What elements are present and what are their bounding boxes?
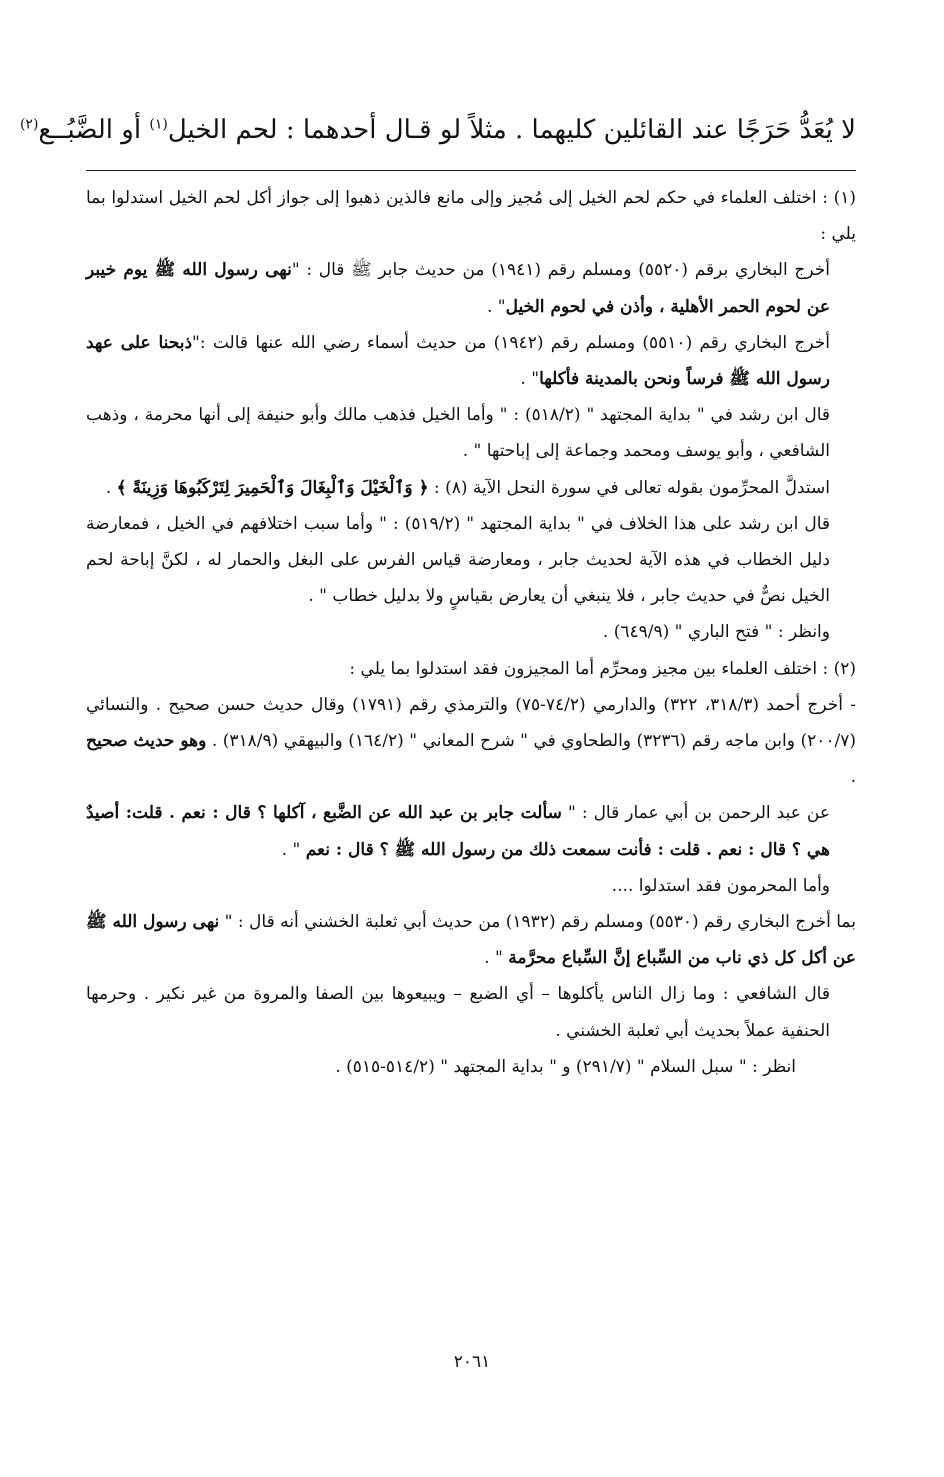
footnote-bold-text: نهى رسول الله ﷺ يوم خيبر عن لحوم الحمر الأهلية ، وأذن في لحوم الخيل	[86, 260, 830, 317]
footnote-text: .	[850, 767, 856, 788]
footnote-text: - أخرج أحمد (٣١٨/٣، ٣٢٢) والدارمي (٧٤/٢-٧٥) والترمذي رقم (١٧٩١) وقال حديث حسن صحيح . والنسائي (٢٠٠/٧) وابن ماجه رقم (٣٢٣٦) والطحاوي في " شرح المعاني " (١٦٤/٢) والبيهقي (٣١٨/٩) .	[86, 694, 856, 752]
footnote-paragraph	[86, 506, 856, 615]
footnote-text: " .	[520, 369, 540, 390]
footnote-bold-text: سألت جابر بن عبد الله عن الضَّبع ، آكلها ؟ قال : نعم . قلت: أصيدٌ هي ؟ قال : نعم . قلت : فأنت سمعت ذلك من رسول الله ﷺ ؟ قال : نعم	[86, 803, 830, 860]
footnote-bold-text: ﴿ وَٱلْخَيْلَ وَٱلْبِغَالَ وَٱلْحَمِيرَ لِتَرْكَبُوهَا وَزِينَةً ﴾	[116, 477, 429, 498]
main-text-line	[19, 108, 856, 152]
footnote-paragraph	[86, 687, 856, 796]
footnote-paragraph	[86, 325, 856, 397]
footnotes	[86, 180, 856, 1085]
footnote-text: " .	[484, 948, 509, 969]
footnote-paragraph	[86, 470, 856, 506]
footnote-paragraph	[86, 252, 856, 324]
main-text-continued: أو الضَّبُــع	[38, 115, 150, 145]
footnote-ref-1: (١)	[149, 116, 168, 133]
footnote-text: قال الشافعي : وما زال الناس يأكلوها – أي الضبع – ويبيعوها بين الصفا والمروة من غير نكير . وحرمها الحنفية عملاً بحديث أبي ثعلبة الخشني .	[86, 984, 830, 1041]
footnote-text: بما أخرج البخاري رقم (٥٥٣٠) ومسلم رقم (١٩٣٢) من حديث أبي ثعلبة الخشني أنه قال : "	[219, 912, 856, 933]
footnote-paragraph	[86, 868, 856, 904]
page-number: ٢٠٦١	[453, 1352, 491, 1372]
footnote-paragraph	[86, 976, 856, 1048]
footnote-bold-text: ذبحنا على عهد رسول الله ﷺ فرساً ونحن بالمدينة فأكلها	[86, 332, 830, 390]
footnote-bold-text: وهو حديث صحيح	[86, 731, 207, 752]
footnote-text: " .	[487, 296, 506, 317]
footnote-text: " .	[281, 839, 306, 860]
footnote-paragraph	[86, 795, 856, 867]
footnote-text: استدلَّ المحرِّمون بقوله تعالى في سورة النحل الآية (٨) :	[428, 477, 830, 498]
footnote-text: (٢) : اختلف العلماء بين مجيز ومحرِّم أما المجيزون فقد استدلوا بما يلي :	[349, 658, 856, 679]
footnote-text: (١) : اختلف العلماء في حكم لحم الخيل إلى مُجيز وإلى مانع فالذين ذهبوا إلى جواز أكل لحم الخيل استدلوا بما يلي :	[86, 188, 856, 245]
footnote-paragraph	[86, 904, 856, 976]
footnote-text: عن عبد الرحمن بن أبي عمار قال : "	[561, 803, 831, 824]
footnote-text: أخرج البخاري برقم (٥٥٢٠) ومسلم رقم (١٩٤١) من حديث جابر ﷺ قال : "	[291, 260, 830, 281]
footnote-text: انظر : " سبل السلام " (٢٩١/٧) و " بداية المجتهد " (٥١٤/٢-٥١٥) .	[335, 1056, 796, 1077]
footnote-paragraph	[86, 180, 856, 252]
footnote-text: أخرج البخاري رقم (٥٥١٠) ومسلم رقم (١٩٤٢) من حديث أسماء رضي الله عنها قالت :"	[192, 332, 830, 353]
footnote-text: وأما المحرمون فقد استدلوا ....	[611, 875, 830, 896]
footnote-paragraph	[86, 651, 856, 687]
footnote-ref-2: (٢)	[19, 116, 39, 133]
footnote-divider	[86, 170, 856, 171]
footnote-text: قال ابن رشد على هذا الخلاف في " بداية المجتهد " (٥١٩/٢) : " وأما سبب اختلافهم في الخيل ، فمعارضة دليل الخطاب في هذه الآية لحديث جابر ، ومعارضة قياس الفرس على البغل والحمار له ، لكنَّ إباحة لحم الخيل نصٌّ في حديث جابر ، فلا ينبغي أن يعارض بقياسٍ ولا بدليل خطاب " .	[86, 513, 830, 607]
footnote-paragraph	[86, 397, 856, 469]
footnote-text: قال ابن رشد في " بداية المجتهد " (٥١٨/٢) : " وأما الخيل فذهب مالك وأبو حنيفة إلى أنها محرمة ، وذهب الشافعي ، وأبو يوسف ومحمد وجماعة إلى إباحتها " .	[86, 405, 830, 462]
main-text: لا يُعَدُّ حَرَجًا عند القائلين كليهما . مثلاً لو قـال أحدهما : لحم الخيل	[167, 115, 856, 145]
footnote-bold-text: نهى رسول الله ﷺ عن أكل كل ذي ناب من السِّباع إنَّ السِّباع محرَّمة	[86, 912, 856, 969]
footnote-text: .	[105, 477, 117, 498]
footnote-paragraph	[86, 614, 856, 650]
footnote-paragraph	[86, 1049, 856, 1085]
footnote-text: وانظر : " فتح الباري " (٦٤٩/٩) .	[602, 622, 830, 643]
